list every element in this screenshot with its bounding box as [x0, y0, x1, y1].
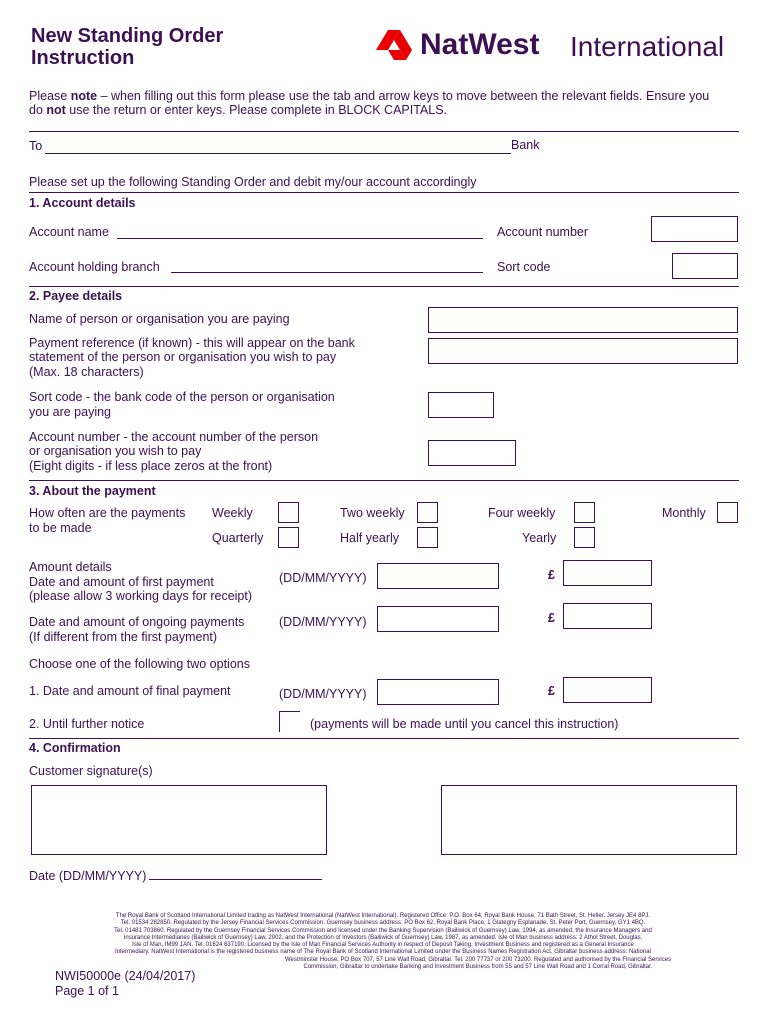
payee-account-number-label-3: (Eight digits - if less place zeros at the front): [29, 459, 273, 473]
payee-sort-code-input[interactable]: [428, 392, 494, 418]
payee-account-number-label-1: Account number - the account number of the person: [29, 430, 319, 444]
until-further-notice-checkbox[interactable]: [279, 711, 300, 732]
sort-code-input[interactable]: [672, 253, 738, 279]
quarterly-checkbox[interactable]: [278, 527, 299, 548]
account-number-input[interactable]: [651, 216, 738, 242]
natwest-cubes-icon: [374, 28, 416, 62]
legal-footer: [28, 913, 738, 971]
date-format-label: (DD/MM/YYYY): [279, 615, 367, 629]
weekly-checkbox[interactable]: [278, 502, 299, 523]
final-payment-date-input[interactable]: [377, 679, 499, 705]
until-further-notice-label: 2. Until further notice: [29, 717, 145, 731]
footer-line: Tel. 01481 703860. Regulated by the Guernsey Financial Services Commission and licensed under the Banking Supervision (Bailiwick of Guernsey) Law, 1994, as amended, the Insurance Managers and: [114, 927, 652, 934]
currency-symbol: £: [548, 684, 555, 698]
ongoing-payments-label: Date and amount of ongoing payments: [29, 615, 245, 629]
first-payment-amount-input[interactable]: [563, 560, 652, 586]
footer-line: Isle of Man, IM99 1AN. Tel. 01624 637190. Licensed by the Isle of Man Financial Services Authority in respect of Deposit Taking, Investment Business and registered as a General Insurance: [132, 942, 634, 949]
half-yearly-checkbox[interactable]: [417, 527, 438, 548]
ongoing-payments-note: (If different from the first payment): [29, 630, 218, 644]
footer-line: The Royal Bank of Scotland International Limited trading as NatWest International (NatWest International). Registered Office: P.O. Box 64, Royal Bank House, 71 Bath Street, St. Helier, Jersey JE4 8PJ.: [115, 913, 651, 919]
section-3-title: 3. About the payment: [29, 484, 156, 498]
signature-box-1[interactable]: [31, 785, 327, 855]
first-payment-date-input[interactable]: [377, 563, 499, 589]
currency-symbol: £: [548, 611, 555, 625]
yearly-label: Yearly: [522, 531, 557, 545]
four-weekly-checkbox[interactable]: [574, 502, 595, 523]
four-weekly-label: Four weekly: [488, 506, 556, 520]
divider: [29, 738, 739, 739]
footer-line: Intermediary. NatWest International is the registered business name of The Royal Bank of Scotland International Limited under the Business Names Registration Act. Gibraltar business address: National: [115, 949, 651, 956]
frequency-label-1: How often are the payments: [29, 506, 186, 520]
two-weekly-label: Two weekly: [340, 506, 405, 520]
choose-option-label: Choose one of the following two options: [29, 657, 250, 671]
first-payment-label: Date and amount of first payment: [29, 575, 214, 589]
to-label: To: [29, 139, 43, 153]
form-title-line2: Instruction: [31, 47, 135, 69]
payee-name-label: Name of person or organisation you are paying: [29, 312, 290, 326]
section-4-title: 4. Confirmation: [29, 741, 121, 755]
frequency-label-2: to be made: [29, 521, 92, 535]
form-title-line1: New Standing Order: [31, 25, 224, 47]
currency-symbol: £: [548, 568, 555, 582]
payment-reference-input[interactable]: [428, 338, 738, 364]
footer-line: Tel. 01534 282850. Regulated by the Jersey Financial Services Commission. Guernsey business address: PO Box 62, Royal Bank Place, 1 Glategny Esplanade, St. Peter Port, Guernsey, GY1 4BQ.: [120, 920, 646, 927]
amount-details-label: Amount details: [29, 560, 112, 574]
until-further-notice-note: (payments will be made until you cancel this instruction): [310, 717, 619, 731]
footer-line: Westminster House, PO Box 707, 57 Line Wall Road, Gibraltar. Tel. 200 77737 or 200 73200. Regulated and authorised by the Financial Services: [284, 956, 672, 963]
yearly-checkbox[interactable]: [574, 527, 595, 548]
bank-label: Bank: [511, 138, 540, 152]
final-payment-amount-input[interactable]: [563, 677, 652, 703]
payment-reference-label-2: statement of the person or organisation you wish to pay: [29, 350, 337, 364]
date-field[interactable]: [149, 879, 322, 880]
divider: [29, 131, 739, 132]
payee-sort-code-label-2: you are paying: [29, 405, 112, 419]
divider: [29, 192, 739, 193]
date-format-label: (DD/MM/YYYY): [279, 687, 367, 701]
brand-name: NatWest: [420, 28, 540, 61]
divider: [29, 480, 739, 481]
page-number: Page 1 of 1: [55, 984, 119, 998]
footer-line: Commission, Gibraltar to undertake Banking and Investment Business from 55 and 57 Line Wall Road and 1 Corral Road, Gibraltar.: [303, 964, 653, 971]
weekly-label: Weekly: [212, 506, 253, 520]
account-name-field[interactable]: [117, 238, 483, 239]
footer-line: Insurance Intermediaries (Bailiwick of Guernsey) Law, 2002, and the Protection of Investors (Bailiwick of Guernsey) Law, 1987, as amended. Isle of Man business address: 2 Athol Street, Douglas,: [123, 934, 643, 941]
monthly-label: Monthly: [662, 506, 706, 520]
payee-account-number-input[interactable]: [428, 440, 516, 466]
payee-sort-code-label-1: Sort code - the bank code of the person or organisation: [29, 390, 335, 404]
quarterly-label: Quarterly: [212, 531, 264, 545]
holding-branch-field[interactable]: [171, 272, 483, 273]
first-payment-note: (please allow 3 working days for receipt): [29, 589, 253, 603]
section-1-title: 1. Account details: [29, 196, 136, 210]
sort-code-label: Sort code: [497, 260, 551, 274]
customer-signature-label: Customer signature(s): [29, 764, 153, 778]
payment-reference-label-3: (Max. 18 characters): [29, 365, 144, 379]
divider: [29, 286, 739, 287]
final-payment-label: 1. Date and amount of final payment: [29, 684, 231, 698]
payment-reference-label-1: Payment reference (if known) - this will appear on the bank: [29, 336, 355, 350]
holding-branch-label: Account holding branch: [29, 260, 160, 274]
to-field[interactable]: [45, 153, 511, 154]
account-name-label: Account name: [29, 225, 109, 239]
date-label: Date (DD/MM/YYYY): [29, 869, 147, 883]
account-number-label: Account number: [497, 225, 589, 239]
intro-line1: Please note – when filling out this form please use the tab and arrow keys to move between the relevant fields. Ensure you: [29, 89, 710, 103]
form-code: NWI50000e (24/04/2017): [55, 969, 196, 983]
payee-name-input[interactable]: [428, 307, 738, 333]
brand-suffix: International: [570, 31, 725, 62]
ongoing-payment-amount-input[interactable]: [563, 603, 652, 629]
signature-box-2[interactable]: [441, 785, 737, 855]
natwest-logo: [374, 26, 744, 66]
instruction-text: Please set up the following Standing Order and debit my/our account accordingly: [29, 175, 477, 189]
ongoing-payment-date-input[interactable]: [377, 606, 499, 632]
monthly-checkbox[interactable]: [717, 502, 738, 523]
date-format-label: (DD/MM/YYYY): [279, 571, 367, 585]
two-weekly-checkbox[interactable]: [417, 502, 438, 523]
section-2-title: 2. Payee details: [29, 289, 123, 303]
intro-line2: do not use the return or enter keys. Please complete in BLOCK CAPITALS.: [29, 103, 448, 117]
half-yearly-label: Half yearly: [340, 531, 400, 545]
payee-account-number-label-2: or organisation you wish to pay: [29, 444, 202, 458]
